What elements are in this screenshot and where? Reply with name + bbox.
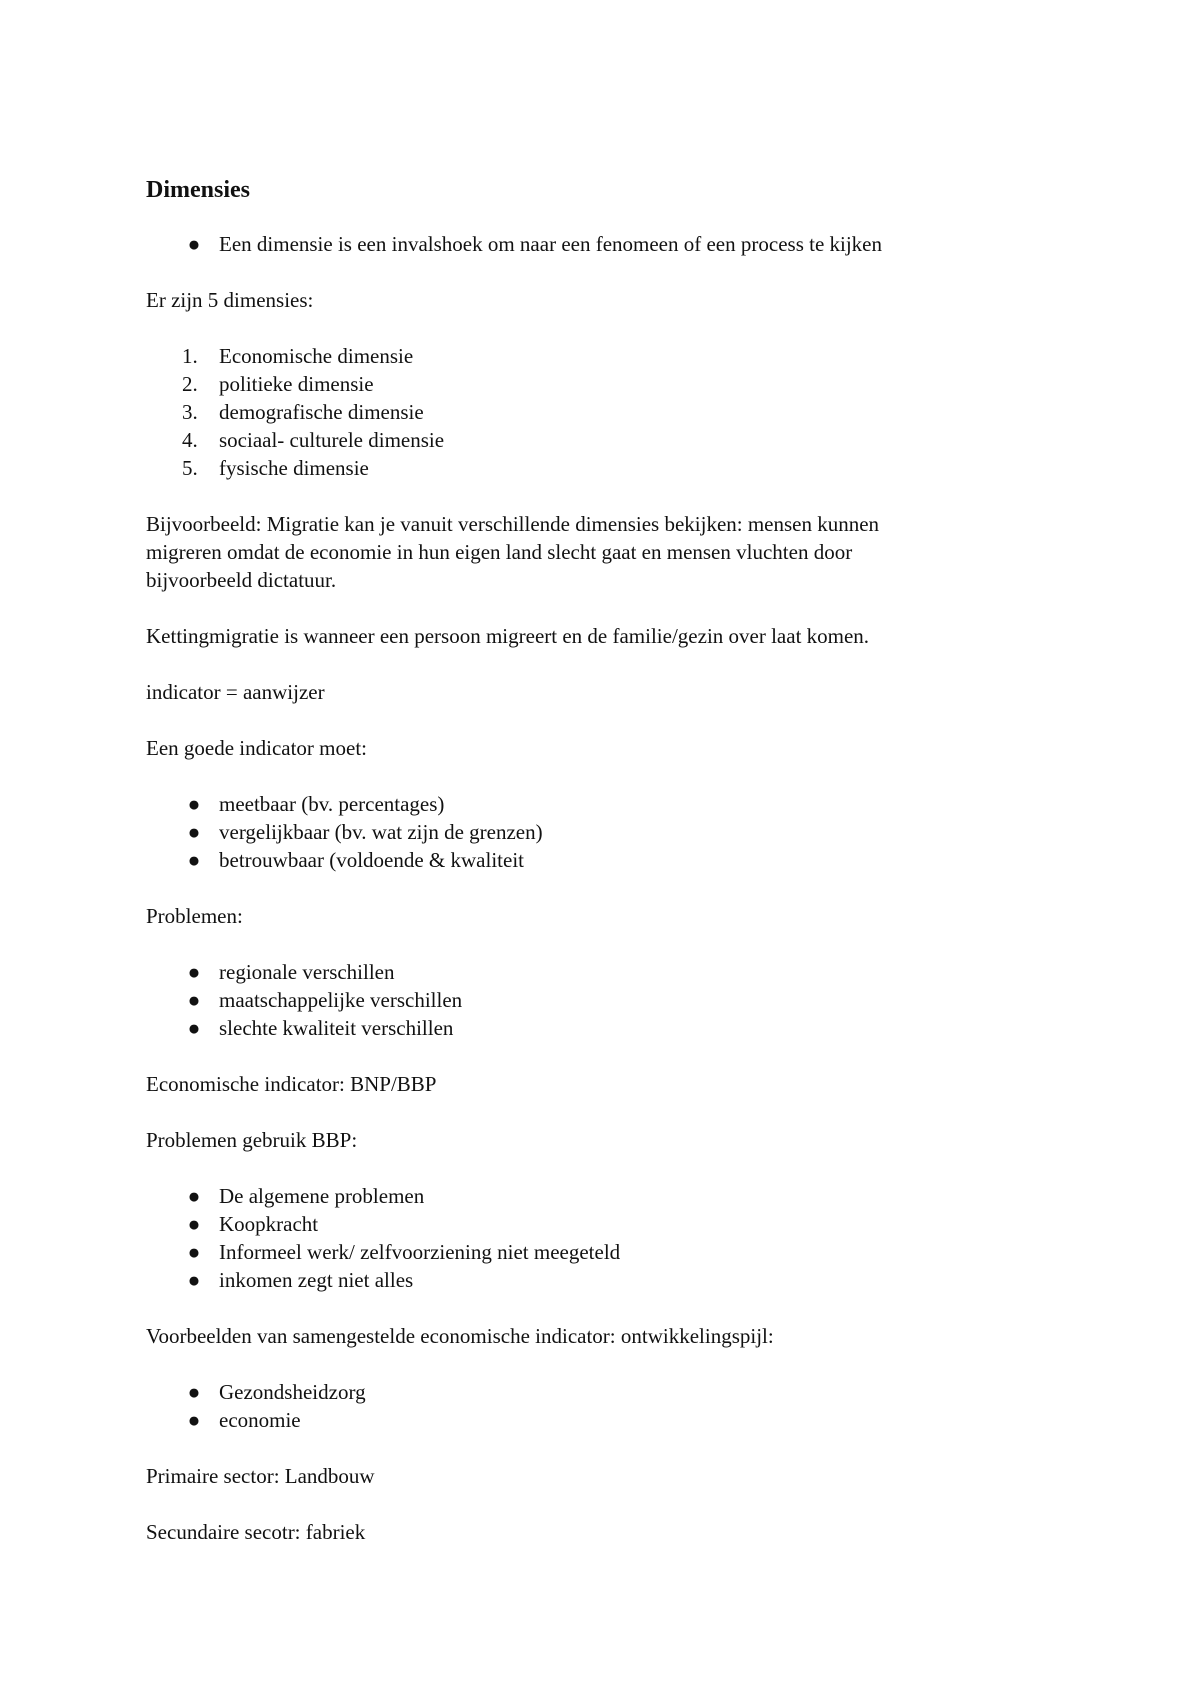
bullet-icon: ●: [187, 988, 201, 1012]
list-item-text: demografische dimensie: [219, 400, 424, 424]
list-item: [146, 1378, 1046, 1406]
list-item: [146, 454, 1046, 482]
list-item: [146, 1014, 1046, 1042]
bullet-icon: ●: [187, 1268, 201, 1292]
good-indicator-intro: Een goede indicator moet:: [146, 736, 368, 760]
bullet-icon: ●: [187, 960, 201, 984]
bbp-problems-intro: Problemen gebruik BBP:: [146, 1128, 358, 1152]
list-item: [146, 790, 1046, 818]
list-item: [146, 1266, 1046, 1294]
bullet-icon: ●: [187, 232, 201, 256]
list-item-text: Koopkracht: [219, 1212, 319, 1236]
bullet-icon: ●: [187, 848, 201, 872]
indicator-definition: indicator = aanwijzer: [146, 680, 325, 704]
list-item: [146, 846, 1046, 874]
bullet-icon: ●: [187, 1016, 201, 1040]
list-item: [146, 342, 1046, 370]
list-item-text: regionale verschillen: [219, 960, 395, 984]
good-indicator-list: [146, 790, 1046, 874]
list-number: 4.: [182, 428, 198, 452]
list-item-text: economie: [219, 1408, 301, 1432]
list-item-text: Een dimensie is een invalshoek om naar een fenomeen of een process te kijken: [219, 232, 883, 256]
list-item-text: inkomen zegt niet alles: [219, 1268, 414, 1292]
chain-migration-paragraph: Kettingmigratie is wanneer een persoon migreert en de familie/gezin over laat komen.: [146, 624, 870, 648]
list-item-text: Gezondsheidzorg: [219, 1380, 366, 1404]
bullet-icon: ●: [187, 1380, 201, 1404]
list-item: [146, 426, 1046, 454]
secondary-sector: Secundaire secotr: fabriek: [146, 1520, 366, 1544]
list-item-text: vergelijkbaar (bv. wat zijn de grenzen): [219, 820, 543, 844]
list-item-text: Economische dimensie: [219, 344, 414, 368]
list-number: 2.: [182, 372, 198, 396]
list-item: [146, 1182, 1046, 1210]
bbp-problems-list: [146, 1182, 1046, 1294]
dimensions-list: [146, 342, 1046, 482]
list-item-text: Informeel werk/ zelfvoorziening niet meegeteld: [219, 1240, 621, 1264]
primary-sector: Primaire sector: Landbouw: [146, 1464, 375, 1488]
list-item-text: politieke dimensie: [219, 372, 374, 396]
economic-indicator: Economische indicator: BNP/BBP: [146, 1072, 437, 1096]
list-item: [146, 370, 1046, 398]
list-number: 5.: [182, 456, 198, 480]
list-item-text: betrouwbaar (voldoende & kwaliteit: [219, 848, 524, 872]
list-item: [146, 1210, 1046, 1238]
list-item: [146, 958, 1046, 986]
intro-bullet-list: [146, 230, 1046, 258]
list-item-text: sociaal- culturele dimensie: [219, 428, 445, 452]
list-item: [146, 398, 1046, 426]
composite-intro: Voorbeelden van samengestelde economische indicator: ontwikkelingspijl:: [146, 1324, 774, 1348]
list-item: [146, 230, 1046, 258]
document-content: [146, 175, 1046, 1546]
problems-intro: Problemen:: [146, 904, 243, 928]
list-item-text: fysische dimensie: [219, 456, 369, 480]
example-line: migreren omdat de economie in hun eigen land slecht gaat en mensen vluchten door: [146, 540, 853, 564]
bullet-icon: ●: [187, 1240, 201, 1264]
bullet-icon: ●: [187, 1184, 201, 1208]
dimensions-intro: Er zijn 5 dimensies:: [146, 288, 314, 312]
list-item: [146, 986, 1046, 1014]
bullet-icon: ●: [187, 792, 201, 816]
bullet-icon: ●: [187, 1408, 201, 1432]
page-title: Dimensies: [146, 177, 250, 203]
list-item: [146, 818, 1046, 846]
problems-list: [146, 958, 1046, 1042]
bullet-icon: ●: [187, 1212, 201, 1236]
example-line: bijvoorbeeld dictatuur.: [146, 568, 337, 592]
list-item: [146, 1406, 1046, 1434]
list-item: [146, 1238, 1046, 1266]
list-number: 1.: [182, 344, 198, 368]
example-line: Bijvoorbeeld: Migratie kan je vanuit verschillende dimensies bekijken: mensen kunnen: [146, 512, 880, 536]
list-item-text: slechte kwaliteit verschillen: [219, 1016, 454, 1040]
composite-list: [146, 1378, 1046, 1434]
list-item-text: maatschappelijke verschillen: [219, 988, 463, 1012]
list-item-text: meetbaar (bv. percentages): [219, 792, 445, 816]
example-paragraph: [146, 510, 1046, 594]
list-number: 3.: [182, 400, 198, 424]
bullet-icon: ●: [187, 820, 201, 844]
list-item-text: De algemene problemen: [219, 1184, 425, 1208]
